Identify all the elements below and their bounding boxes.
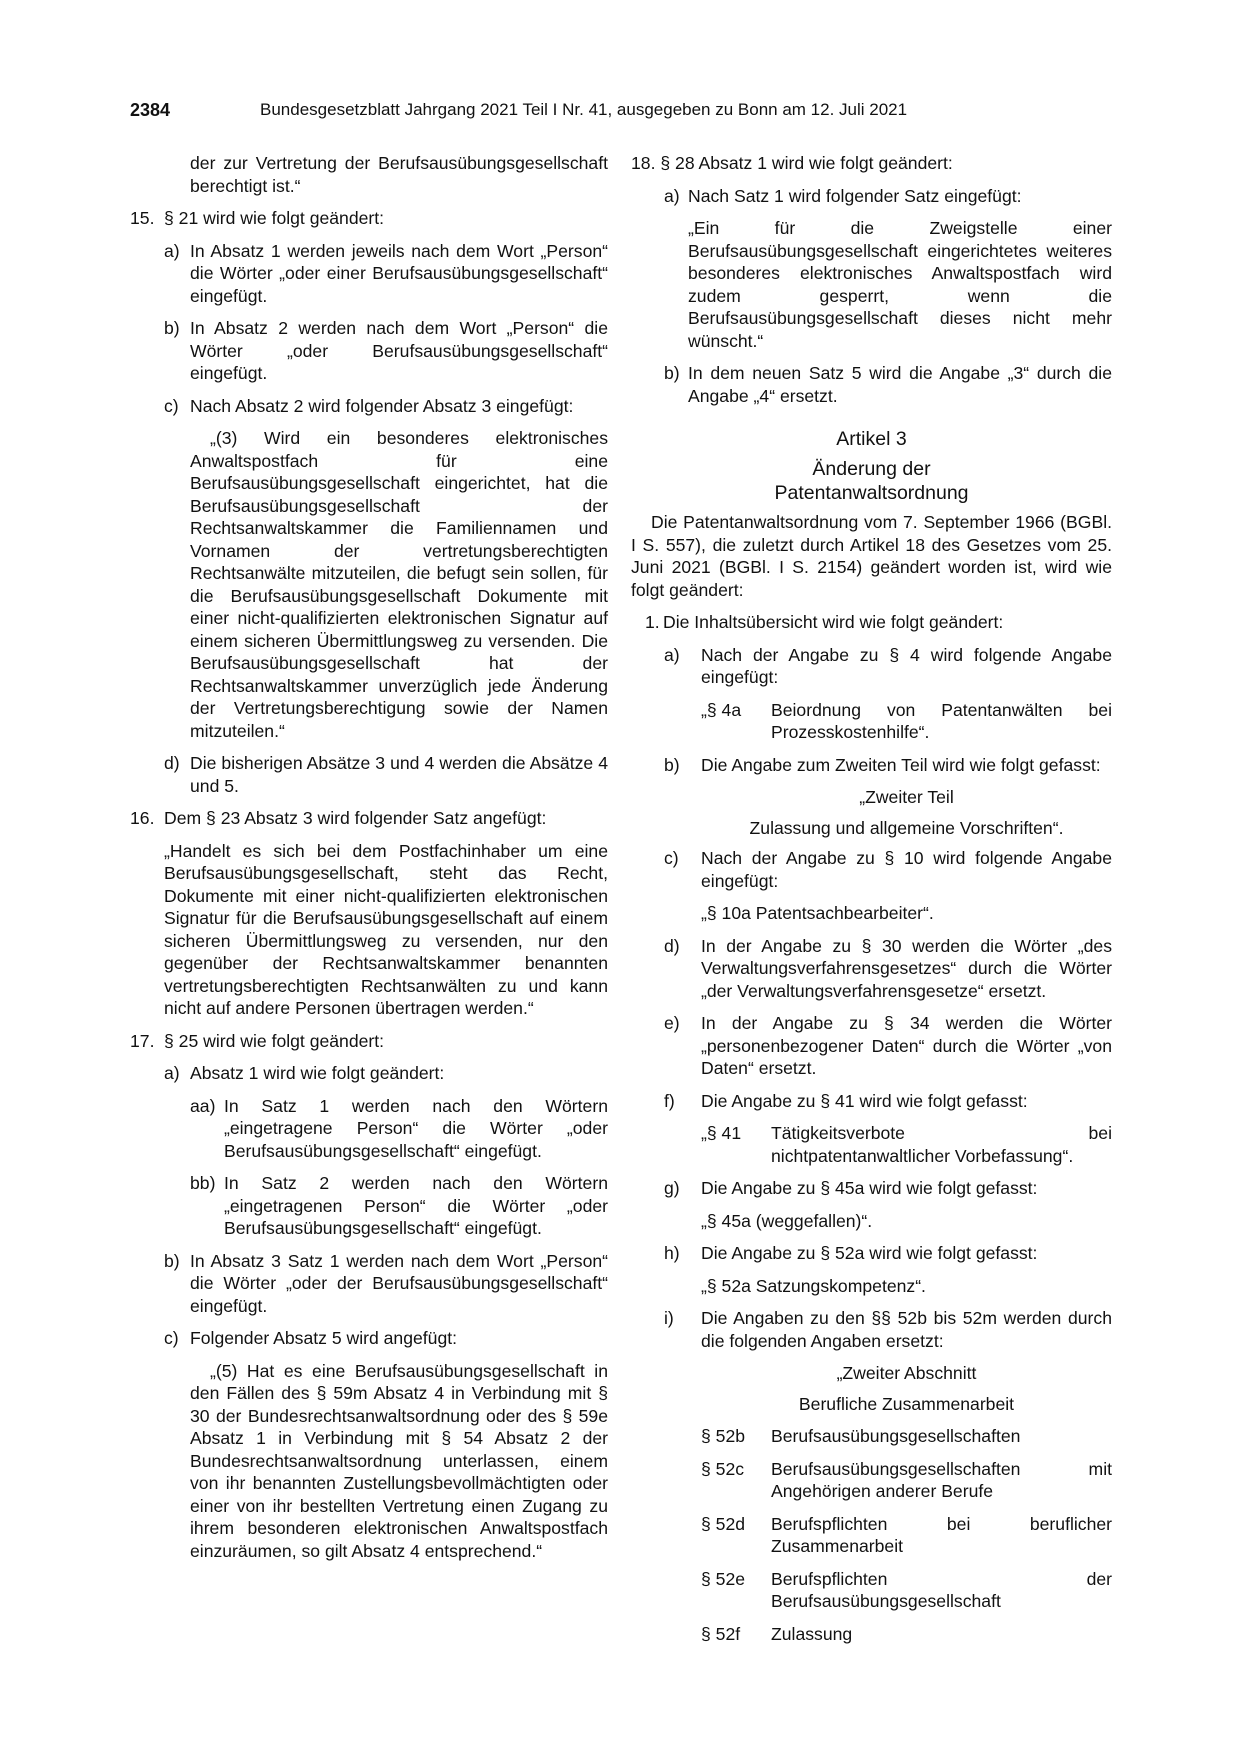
toc-entry bbox=[631, 1122, 1112, 1167]
item-label: a) bbox=[164, 1063, 180, 1083]
item-text: Nach der Angabe zu § 10 wird folgende Angabe eingefügt: bbox=[701, 848, 1112, 891]
toc-title: Satzungskompetenz“. bbox=[755, 1275, 926, 1296]
list-item bbox=[130, 1030, 608, 1053]
item-text: Die Angabe zu § 52a wird wie folgt gefasst: bbox=[701, 1243, 1038, 1263]
article-intro: Die Patentanwaltsordnung vom 7. September 1966 (BGBl. I S. 557), die zuletzt durch Artikel 18 des Gesetzes vom 25. Juni 2021 (BGBl. I S. 2154) geändert worden ist, wird wie folgt geändert: bbox=[631, 512, 1112, 600]
item-label: f) bbox=[664, 1090, 675, 1111]
header-title: Bundesgesetzblatt Jahrgang 2021 Teil I Nr. 41, ausgegeben zu Bonn am 12. Juli 2021 bbox=[260, 100, 908, 119]
item-label: 18. bbox=[631, 153, 656, 173]
toc-number: „§ 45a bbox=[701, 1210, 751, 1231]
item-text: Die Angabe zu § 41 wird wie folgt gefasst: bbox=[701, 1090, 1028, 1111]
toc-entry bbox=[631, 1458, 1112, 1503]
quote-paragraph: „Handelt es sich bei dem Postfachinhaber um eine Berufsausübungsgesellschaft, steht das Recht, Dokumente mit einer nicht-qualifizierten elektronischen Signatur für die Berufsausübungsgesellschaft auf einem sicheren Übermittlungsweg zu versenden, nur den gegenüber der Rechtsanwaltskammer benannten vertretungsberechtigten Rechtsanwälten zu und kann nicht auf andere Personen übertragen werden.“ bbox=[164, 840, 608, 1018]
list-item bbox=[631, 152, 1112, 175]
toc-title: Tätigkeitsverbote bei nichtpatentanwaltlicher Vorbefassung“. bbox=[771, 1123, 1112, 1166]
section-subheading: Berufliche Zusammenarbeit bbox=[798, 1393, 1015, 1414]
toc-title: Beiordnung von Patentanwälten bei Prozesskostenhilfe“. bbox=[771, 699, 1112, 742]
toc-entry bbox=[631, 699, 1112, 744]
list-item bbox=[631, 362, 1112, 407]
list-item bbox=[631, 754, 1112, 777]
section-heading: „Zweiter Abschnitt bbox=[836, 1363, 977, 1383]
toc-title: Berufsausübungsgesellschaften bbox=[771, 1426, 1021, 1446]
continuation-text: der zur Vertretung der Berufsausübungsgesellschaft berechtigt ist.“ bbox=[190, 153, 608, 196]
toc-title: Berufspflichten der Berufsausübungsgesellschaft bbox=[771, 1568, 1112, 1611]
toc-title: Patentsachbearbeiter“. bbox=[755, 903, 934, 923]
item-text: In Absatz 1 werden jeweils nach dem Wort „Person“ die Wörter „oder einer Berufsausübungsgesellschaft“ eingefügt. bbox=[190, 240, 608, 306]
item-label: 16. bbox=[130, 808, 155, 828]
article-number: Artikel 3 bbox=[836, 428, 907, 450]
toc-entry bbox=[631, 1513, 1112, 1558]
item-text: In Absatz 3 Satz 1 werden nach dem Wort „Person“ die Wörter „oder der Berufsausübungsgesellschaft“ eingefügt. bbox=[190, 1250, 608, 1316]
item-label: d) bbox=[664, 935, 680, 956]
item-text: Nach Satz 1 wird folgender Satz eingefügt: bbox=[688, 185, 1022, 206]
toc-entry bbox=[631, 1568, 1112, 1613]
item-label: aa) bbox=[190, 1095, 216, 1116]
item-text: Folgender Absatz 5 wird angefügt: bbox=[190, 1328, 458, 1348]
toc-number: § 52d bbox=[701, 1513, 746, 1534]
toc-number: § 52e bbox=[701, 1568, 746, 1589]
list-item bbox=[130, 1062, 608, 1085]
item-label: 15. bbox=[130, 208, 155, 228]
right-column bbox=[631, 152, 1112, 1655]
list-item bbox=[130, 1172, 608, 1240]
item-label: g) bbox=[664, 1178, 680, 1198]
item-text: Dem § 23 Absatz 3 wird folgender Satz angefügt: bbox=[164, 808, 547, 828]
item-label: c) bbox=[164, 395, 179, 416]
page-number: 2384 bbox=[130, 100, 171, 120]
item-text: In der Angabe zu § 30 werden die Wörter „des Verwaltungsverfahrensgesetzes“ durch die Wörter „der Verwaltungsverfahrensgesetze“ ersetzt. bbox=[701, 935, 1112, 1001]
item-text: § 28 Absatz 1 wird wie folgt geändert: bbox=[660, 153, 953, 173]
toc-title: Berufsausübungsgesellschaften mit Angehörigen anderer Berufe bbox=[771, 1458, 1112, 1501]
article-title-line1: Änderung der bbox=[812, 458, 931, 480]
quote-paragraph: „(3) Wird ein besonderes elektronisches Anwaltspostfach für eine Berufsausübungsgesellschaft eingerichtet, hat die Berufsausübungsgesellschaft der Rechtsanwaltskammer die Familiennamen und Vornamen der vertretungsberechtigten Rechtsanwälte mitzuteilen, die befugt sein sollen, für die Berufsausübungsgesellschaft Dokumente mit einer nicht-qualifizierten elektronischen Signatur auf einem sicheren Übermittlungsweg zu versenden. Die Berufsausübungsgesellschaft hat der Rechtsanwaltskammer unverzüglich jede Änderung der Vertretungsberechtigung sowie der Namen mitzuteilen.“ bbox=[190, 428, 608, 741]
item-label: d) bbox=[164, 753, 180, 773]
list-item bbox=[130, 207, 608, 230]
item-label: a) bbox=[664, 644, 680, 665]
item-text: Nach der Angabe zu § 4 wird folgende Angabe eingefügt: bbox=[701, 644, 1112, 687]
list-item bbox=[631, 644, 1112, 689]
item-text: Nach Absatz 2 wird folgender Absatz 3 eingefügt: bbox=[190, 395, 574, 416]
list-item bbox=[631, 1177, 1112, 1200]
toc-number: § 52f bbox=[701, 1623, 741, 1644]
toc-entry bbox=[631, 902, 1112, 925]
item-label: b) bbox=[664, 754, 680, 775]
item-label: i) bbox=[664, 1308, 674, 1328]
item-text: Die Angabe zu § 45a wird wie folgt gefasst: bbox=[701, 1178, 1038, 1198]
quote-paragraph: „(5) Hat es eine Berufsausübungsgesellschaft in den Fällen des § 59m Absatz 4 in Verbindung mit § 30 der Bundesrechtsanwaltsordnung oder des § 59e Absatz 1 in Verbindung mit § 54 Absatz 2 der Bundesrechtsanwaltsordnung unterlassen, einem von ihr benannten Zustellungsbevollmächtigten oder einer von ihr bestellten Vertretung einen Zugang zu ihrem besonderen elektronischen Anwaltspostfach einzuräumen, so gilt Absatz 4 entsprechend.“ bbox=[190, 1360, 608, 1561]
list-item bbox=[130, 317, 608, 385]
item-label: bb) bbox=[190, 1173, 216, 1193]
toc-number: „§ 10a bbox=[701, 903, 751, 923]
toc-title: (weggefallen)“. bbox=[755, 1210, 873, 1231]
item-label: 1. bbox=[645, 612, 660, 632]
toc-entry bbox=[631, 1275, 1112, 1298]
item-text: In dem neuen Satz 5 wird die Angabe „3“ durch die Angabe „4“ ersetzt. bbox=[688, 363, 1112, 406]
item-text: Die bisherigen Absätze 3 und 4 werden die Absätze 4 und 5. bbox=[190, 753, 608, 796]
item-text: Absatz 1 wird wie folgt geändert: bbox=[190, 1063, 445, 1083]
item-label: b) bbox=[164, 318, 180, 338]
list-item bbox=[130, 807, 608, 830]
part-heading: „Zweiter Teil bbox=[859, 787, 954, 807]
list-item bbox=[631, 185, 1112, 208]
item-text: In Satz 2 werden nach den Wörtern „eingetragenen Person“ die Wörter „oder Berufsausübungsgesellschaft“ eingefügt. bbox=[224, 1173, 608, 1238]
toc-title: Zulassung bbox=[771, 1623, 853, 1644]
list-item bbox=[130, 752, 608, 797]
item-label: a) bbox=[664, 185, 680, 206]
list-item bbox=[130, 1250, 608, 1318]
item-text: Die Angaben zu den §§ 52b bis 52m werden durch die folgenden Angaben ersetzt: bbox=[701, 1308, 1112, 1351]
list-item bbox=[631, 1012, 1112, 1080]
page-header bbox=[130, 100, 990, 126]
article-title-line2: Patentanwaltsordnung bbox=[774, 482, 969, 504]
item-text: In Absatz 2 werden nach dem Wort „Person“ die Wörter „oder Berufsausübungsgesellschaft“ eingefügt. bbox=[190, 318, 608, 383]
toc-number: „§ 52a bbox=[701, 1275, 751, 1296]
item-label: b) bbox=[164, 1250, 180, 1271]
toc-number: „§ 41 bbox=[701, 1123, 742, 1143]
toc-entry bbox=[631, 1623, 1112, 1646]
list-item bbox=[130, 1327, 608, 1350]
quote-paragraph: „Ein für die Zweigstelle einer Berufsausübungsgesellschaft eingerichtetes weiteres besonderes elektronisches Anwaltspostfach wird zudem gesperrt, wenn die Berufsausübungsgesellschaft dieses nicht mehr wünscht.“ bbox=[688, 218, 1112, 351]
toc-entry bbox=[631, 1425, 1112, 1448]
item-label: h) bbox=[664, 1243, 680, 1263]
list-item bbox=[130, 240, 608, 308]
toc-entry bbox=[631, 1210, 1112, 1233]
list-item bbox=[631, 847, 1112, 892]
toc-number: „§ 4a bbox=[701, 699, 742, 720]
item-label: c) bbox=[164, 1328, 179, 1348]
list-item bbox=[631, 1090, 1112, 1113]
list-item bbox=[130, 1095, 608, 1163]
list-item bbox=[631, 611, 1112, 634]
item-text: § 25 wird wie folgt geändert: bbox=[164, 1030, 385, 1051]
item-text: In Satz 1 werden nach den Wörtern „eingetragene Person“ die Wörter „oder Berufsausübungsgesellschaft“ eingefügt. bbox=[224, 1095, 608, 1161]
item-text: § 21 wird wie folgt geändert: bbox=[164, 208, 385, 228]
list-item bbox=[631, 1307, 1112, 1352]
part-subheading: Zulassung und allgemeine Vorschriften“. bbox=[749, 817, 1064, 838]
list-item bbox=[631, 1242, 1112, 1265]
list-item bbox=[631, 935, 1112, 1003]
item-label: b) bbox=[664, 363, 680, 383]
item-label: a) bbox=[164, 240, 180, 261]
left-column bbox=[130, 152, 608, 1572]
item-label: 17. bbox=[130, 1030, 155, 1051]
item-label: e) bbox=[664, 1013, 680, 1033]
item-text: Die Angabe zum Zweiten Teil wird wie folgt gefasst: bbox=[701, 754, 1101, 775]
toc-title: Berufspflichten bei beruflicher Zusammenarbeit bbox=[771, 1513, 1112, 1556]
item-text: In der Angabe zu § 34 werden die Wörter „personenbezogener Daten“ durch die Wörter „von Daten“ ersetzt. bbox=[701, 1013, 1112, 1078]
list-item bbox=[130, 395, 608, 418]
toc-number: § 52b bbox=[701, 1426, 746, 1446]
toc-number: § 52c bbox=[701, 1458, 745, 1479]
item-label: c) bbox=[664, 848, 679, 868]
item-text: Die Inhaltsübersicht wird wie folgt geändert: bbox=[663, 612, 1004, 632]
